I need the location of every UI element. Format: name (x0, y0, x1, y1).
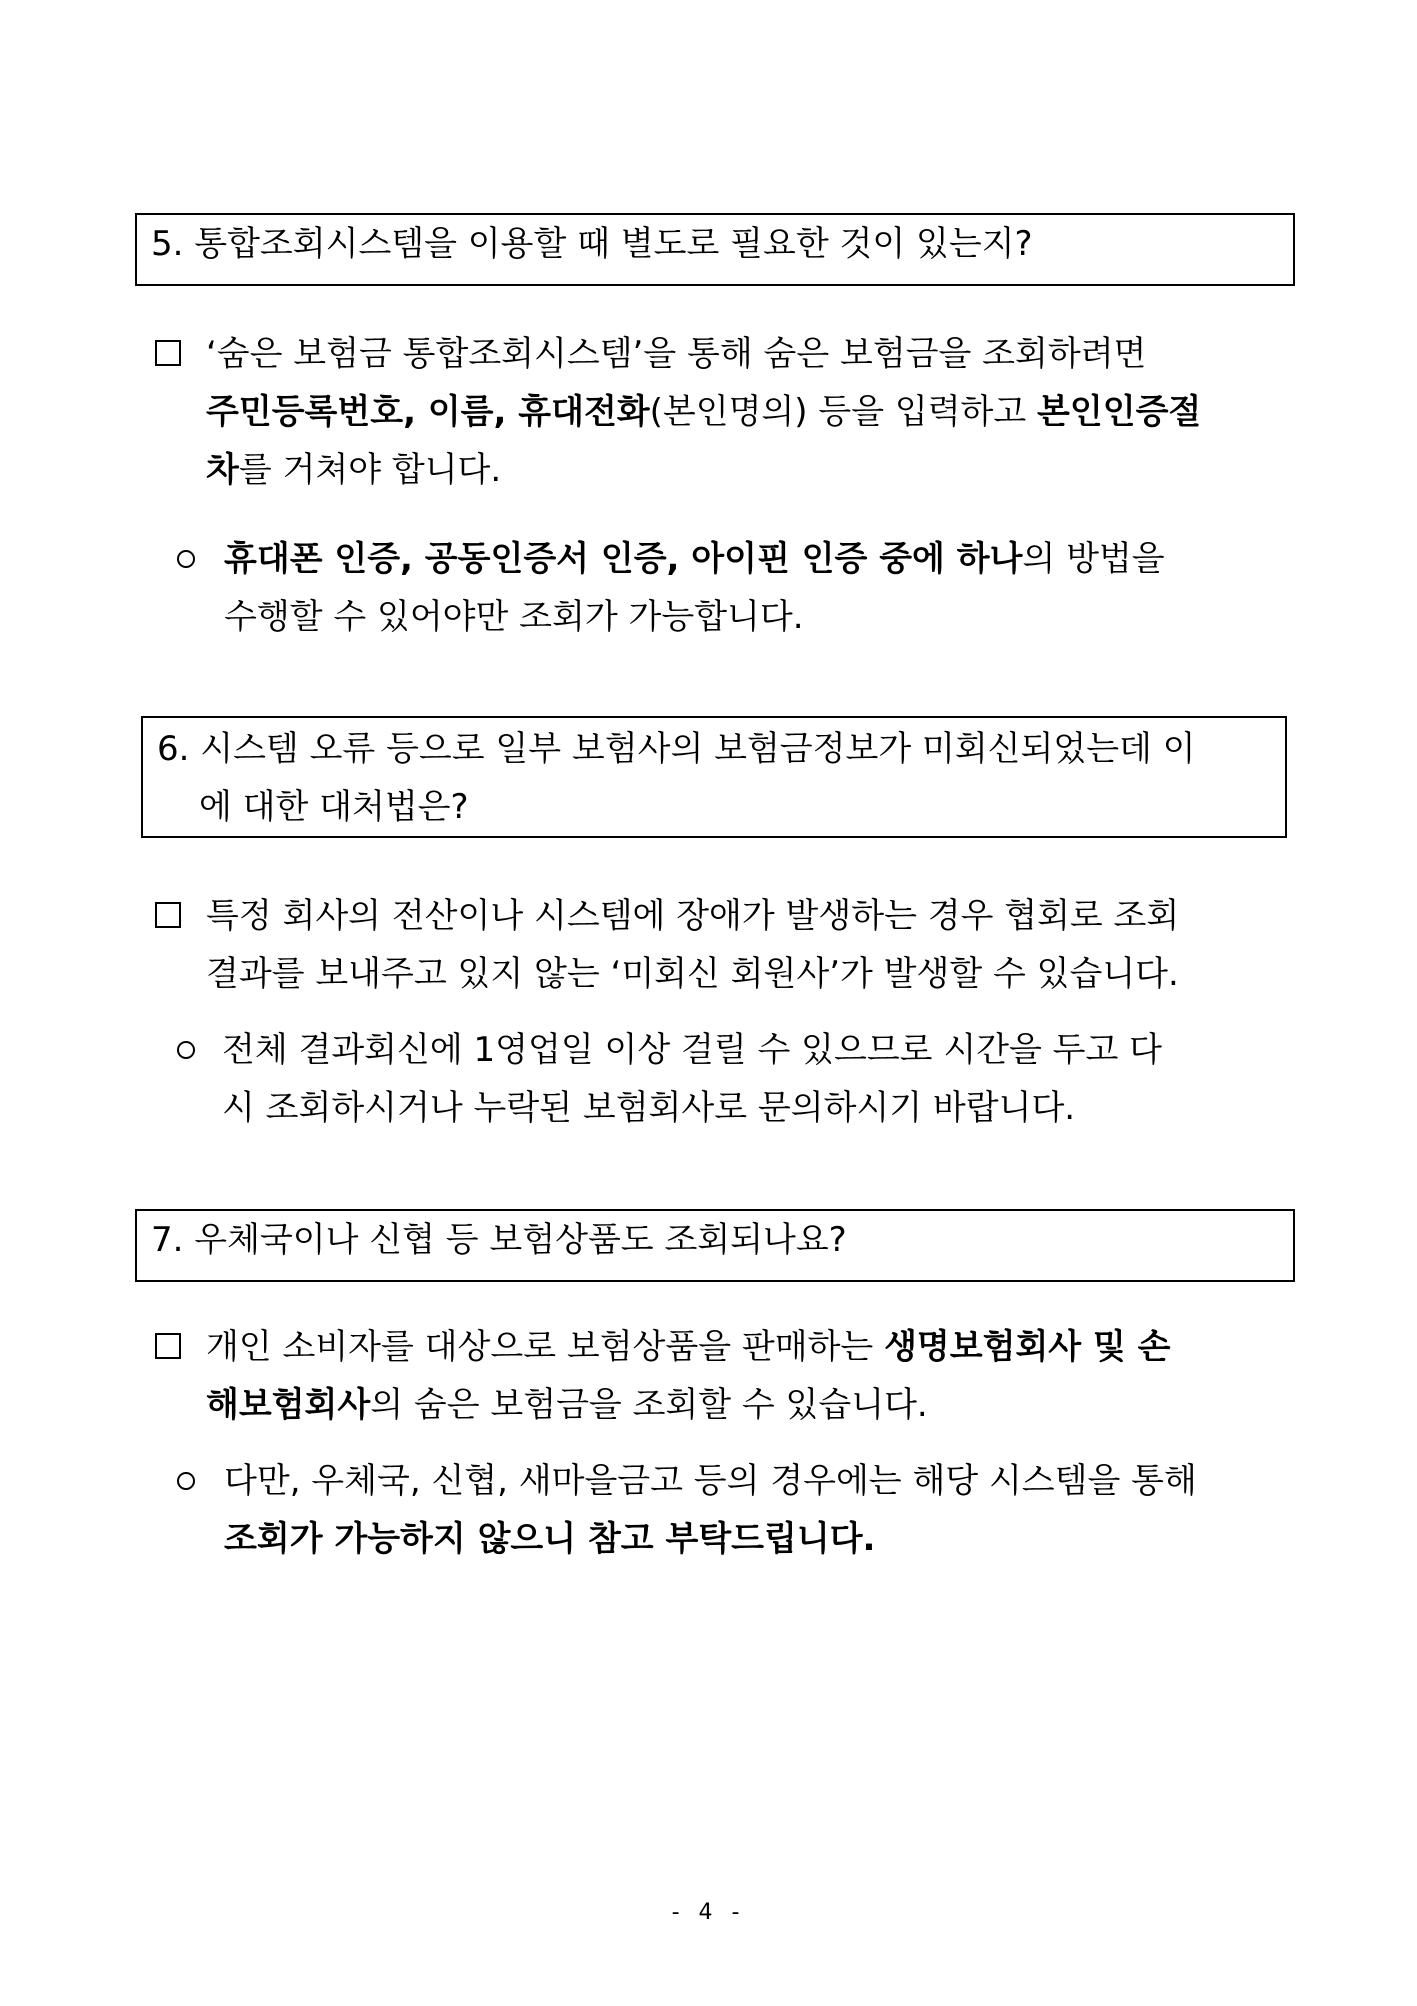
answer-5-bold-auth: 본인인증절 (1037, 392, 1202, 432)
question-7-box (135, 1209, 1295, 1282)
answer-7-bold-insurers: 생명보험회사 및 손 (884, 1327, 1171, 1367)
answer-6-line-1: 특정 회사의 전산이나 시스템에 장애가 발생하는 경우 협회로 조회 (206, 896, 1180, 936)
answer-6-paragraph-1 (206, 887, 1296, 1003)
answer-6-paragraph-2 (222, 1021, 1296, 1137)
bullet-circle-icon (177, 1041, 195, 1059)
answer-5-bold-id-fields: 주민등록번호, 이름, 휴대전화 (206, 392, 650, 432)
answer-7-bold-notice: 조회가 가능하지 않으니 참고 부탁드립니다. (224, 1519, 876, 1559)
answer-6-line-4: 시 조회하시거나 누락된 보험회사로 문의하시기 바랍니다. (222, 1088, 1076, 1128)
answer-5-text-3: 를 거쳐야 합니다. (238, 450, 502, 490)
question-6-title-line-2: 에 대한 대처법은? (199, 787, 469, 827)
answer-5-text-4: 의 방법을 (1022, 539, 1165, 579)
question-5-title: 5. 통합조회시스템을 이용할 때 별도로 필요한 것이 있는지? (151, 224, 1033, 264)
checkbox-square-icon (155, 902, 181, 928)
answer-7-text-1: 개인 소비자를 대상으로 보험상품을 판매하는 (206, 1327, 885, 1367)
answer-7-line-3: 다만, 우체국, 신협, 새마을금고 등의 경우에는 해당 시스템을 통해 (224, 1461, 1197, 1501)
answer-6-line-3: 전체 결과회신에 1영업일 이상 걸릴 수 있으므로 시간을 두고 다 (222, 1030, 1162, 1070)
question-6-box (141, 716, 1287, 838)
answer-5-line-1: ‘숨은 보험금 통합조회시스템’을 통해 숨은 보험금을 조회하려면 (206, 334, 1147, 374)
bullet-circle-icon (177, 1472, 195, 1490)
page-number: - 4 - (671, 1900, 746, 1925)
answer-5-text-2: (본인명의) 등을 입력하고 (649, 392, 1038, 432)
answer-5-paragraph-1 (206, 325, 1296, 499)
answer-7-bold-insurers-end: 해보험회사 (206, 1385, 371, 1425)
question-6-title-line-1: 6. 시스템 오류 등으로 일부 보험사의 보험금정보가 미회신되었는데 이 (157, 729, 1196, 769)
answer-7-text-2: 의 숨은 보험금을 조회할 수 있습니다. (370, 1385, 928, 1425)
answer-5-bold-methods: 휴대폰 인증, 공동인증서 인증, 아이핀 인증 중에 하나 (224, 539, 1023, 579)
answer-7-paragraph-2 (224, 1452, 1296, 1568)
checkbox-square-icon (155, 340, 181, 366)
answer-5-text-5: 수행할 수 있어야만 조회가 가능합니다. (224, 597, 804, 637)
question-5-box (135, 213, 1295, 286)
answer-5-bold-auth-end: 차 (206, 450, 239, 490)
answer-6-line-2: 결과를 보내주고 있지 않는 ‘미회신 회원사’가 발생할 수 있습니다. (206, 954, 1179, 994)
answer-7-paragraph-1 (206, 1318, 1296, 1434)
checkbox-square-icon (155, 1333, 181, 1359)
bullet-circle-icon (177, 550, 195, 568)
answer-5-paragraph-2 (224, 530, 1296, 646)
question-7-title: 7. 우체국이나 신협 등 보험상품도 조회되나요? (151, 1220, 847, 1260)
